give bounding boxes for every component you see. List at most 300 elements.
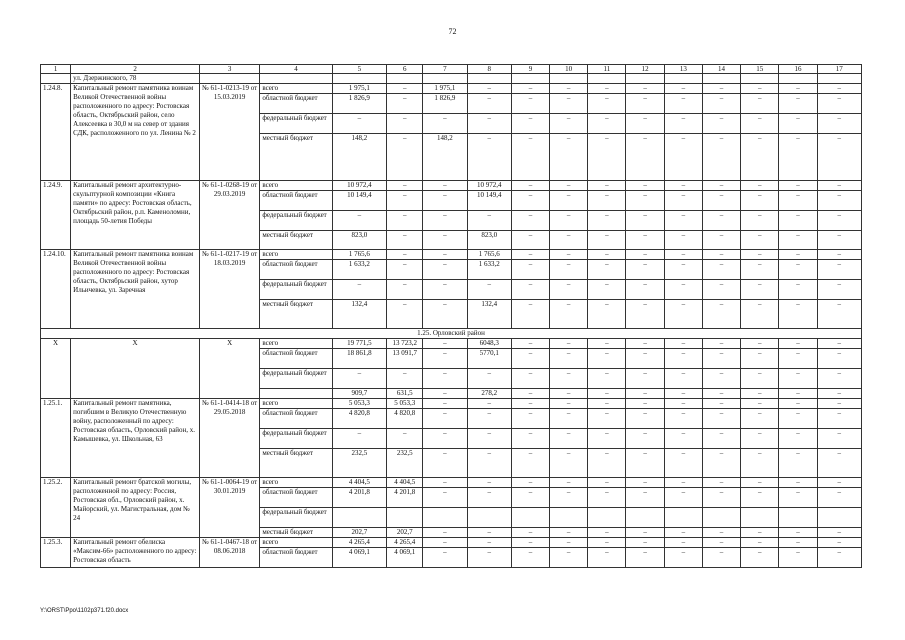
value-cell: – [664,548,702,568]
value-cell: – [702,280,740,300]
header-cell: 10 [550,65,588,74]
cell [588,74,626,84]
value-cell: – [817,339,861,349]
value-cell: – [423,349,467,369]
value-cell: – [626,548,664,568]
cell [550,74,588,84]
value-cell: 4 820,8 [387,409,423,429]
value-cell: – [423,260,467,280]
cell [511,74,549,84]
value-cell: – [588,94,626,114]
value-cell: – [779,250,817,260]
table-row [41,84,862,94]
value-cell: 4 404,5 [332,478,386,488]
value-cell [702,508,740,528]
value-cell: – [467,488,511,508]
value-cell: 5 053,3 [387,399,423,409]
value-cell: – [511,191,549,211]
value-cell: – [626,134,664,181]
cell [741,74,779,84]
value-cell: – [511,134,549,181]
value-cell: – [702,211,740,231]
value-cell: – [664,538,702,548]
value-cell: – [423,548,467,568]
header-cell: 11 [588,65,626,74]
cell [387,74,423,84]
funding-source: местный бюджет [260,300,332,329]
table-row [41,478,862,488]
value-cell: – [779,429,817,449]
value-cell: – [550,191,588,211]
value-cell: 1 633,2 [332,260,386,280]
value-cell: 10 972,4 [332,181,386,191]
value-cell: – [817,280,861,300]
row-number: 1.24.9. [41,181,71,250]
value-cell: 148,2 [423,134,467,181]
value-cell: – [817,488,861,508]
value-cell: – [550,84,588,94]
value-cell: – [817,349,861,369]
value-cell: – [423,114,467,134]
value-cell: – [817,191,861,211]
value-cell: – [664,449,702,478]
value-cell: – [664,280,702,300]
value-cell [779,508,817,528]
value-cell: 232,5 [387,449,423,478]
cell [817,74,861,84]
value-cell: – [588,211,626,231]
funding-source: всего [260,250,332,260]
value-cell: – [779,349,817,369]
value-cell: – [702,181,740,191]
value-cell: – [817,250,861,260]
object-name: Капитальный ремонт обелиска «Максим-66» расположенного по адресу: Ростовская область [71,538,200,568]
value-cell: – [550,349,588,369]
value-cell: 4 265,4 [387,538,423,548]
value-cell: 1 975,1 [332,84,386,94]
value-cell: – [702,349,740,369]
document-ref: № 61-1-0268-19 от 29.03.2019 [199,181,259,250]
header-cell: 17 [817,65,861,74]
header-cell: 12 [626,65,664,74]
value-cell: – [702,300,740,329]
value-cell: – [702,399,740,409]
value-cell [664,508,702,528]
value-cell: – [664,84,702,94]
value-cell: – [511,449,549,478]
value-cell: – [741,181,779,191]
value-cell: – [387,300,423,329]
value-cell: – [467,449,511,478]
value-cell [332,508,386,528]
value-cell: – [332,369,386,389]
value-cell: – [817,231,861,250]
object-name: Капитальный ремонт памятника воинам Великой Отечественной войны расположенного по адресу: Ростовская область, Октябрьский район, хутор Ильичевка, ул. Заречная [71,250,200,329]
object-name: Капитальный ремонт братской могилы, расположенной по адресу: Россия, Ростовская обл., Орловский район, х. Майорский, ул. Магистральная, дом № 24 [71,478,200,538]
value-cell: – [702,94,740,114]
value-cell: – [741,389,779,399]
value-cell: 278,2 [467,389,511,399]
value-cell: 1 826,9 [423,94,467,114]
funding-source: областной бюджет [260,191,332,211]
funding-source: федеральный бюджет [260,369,332,389]
value-cell [511,508,549,528]
value-cell: 4 201,8 [332,488,386,508]
value-cell: – [387,191,423,211]
value-cell: – [779,94,817,114]
value-cell: – [511,250,549,260]
value-cell: – [588,449,626,478]
value-cell: – [626,389,664,399]
value-cell: – [626,300,664,329]
value-cell: 1 826,9 [332,94,386,114]
value-cell: – [779,134,817,181]
value-cell: – [702,449,740,478]
value-cell: – [817,84,861,94]
value-cell: – [387,260,423,280]
value-cell: – [626,94,664,114]
value-cell: – [664,369,702,389]
value-cell: – [467,211,511,231]
value-cell: – [511,260,549,280]
value-cell: 13 723,2 [387,339,423,349]
funding-source: всего [260,84,332,94]
value-cell: – [817,300,861,329]
value-cell: – [817,369,861,389]
value-cell: – [423,409,467,429]
object-name: X [71,339,200,399]
document-ref: № 61-1-0064-19 от 30.01.2019 [199,478,259,538]
value-cell: – [423,389,467,399]
value-cell: – [588,538,626,548]
funding-source: всего [260,478,332,488]
value-cell: – [588,260,626,280]
value-cell: – [511,409,549,429]
budget-table [40,64,862,568]
value-cell: – [387,181,423,191]
header-cell: 8 [467,65,511,74]
value-cell: – [423,250,467,260]
value-cell: – [550,389,588,399]
document-ref: № 61-1-0213-19 от 15.03.2019 [199,84,259,181]
value-cell: – [588,300,626,329]
value-cell: – [626,191,664,211]
value-cell: – [741,429,779,449]
cell [199,74,259,84]
value-cell: – [741,250,779,260]
value-cell: – [588,369,626,389]
value-cell: – [423,211,467,231]
value-cell: – [511,84,549,94]
value-cell: – [626,231,664,250]
value-cell: – [588,399,626,409]
value-cell: 5 053,3 [332,399,386,409]
value-cell: – [664,211,702,231]
value-cell: – [423,449,467,478]
object-name: Капитальный ремонт архитектурно-скульптурной композиции «Книга памяти» по адресу: Ростовская область, Октябрьский район, р.п. Каменоломни, площадь 50-летия Победы [71,181,200,250]
value-cell: – [467,548,511,568]
value-cell: – [511,538,549,548]
funding-source: областной бюджет [260,94,332,114]
value-cell: – [550,538,588,548]
value-cell: – [817,478,861,488]
value-cell: – [741,339,779,349]
value-cell: – [741,349,779,369]
value-cell: – [588,528,626,538]
value-cell: – [467,409,511,429]
value-cell: – [779,339,817,349]
value-cell: – [550,94,588,114]
value-cell: – [741,409,779,429]
row-number: 1.24.8. [41,84,71,181]
value-cell: 202,7 [387,528,423,538]
value-cell: – [387,94,423,114]
value-cell: – [817,94,861,114]
value-cell: – [387,280,423,300]
value-cell: – [741,300,779,329]
value-cell: 10 149,4 [467,191,511,211]
value-cell: – [467,84,511,94]
funding-source: федеральный бюджет [260,508,332,528]
value-cell: – [467,134,511,181]
value-cell: – [467,429,511,449]
value-cell: 1 633,2 [467,260,511,280]
value-cell: – [626,488,664,508]
funding-source: федеральный бюджет [260,114,332,134]
value-cell: 4 069,1 [387,548,423,568]
funding-source: всего [260,339,332,349]
row-number: X [41,339,71,399]
value-cell: – [741,260,779,280]
value-cell: – [626,211,664,231]
value-cell: – [588,488,626,508]
value-cell: – [588,478,626,488]
value-cell: – [550,339,588,349]
value-cell: 5770,1 [467,349,511,369]
value-cell: – [702,134,740,181]
value-cell: – [779,548,817,568]
value-cell: 202,7 [332,528,386,538]
value-cell: – [423,231,467,250]
value-cell: 10 972,4 [467,181,511,191]
value-cell: 19 771,5 [332,339,386,349]
value-cell: – [550,231,588,250]
value-cell: – [511,280,549,300]
document-ref: № 61-1-0467-18 от 08.06.2018 [199,538,259,568]
value-cell: – [550,369,588,389]
value-cell: – [741,191,779,211]
value-cell: – [817,389,861,399]
document-ref: № 61-1-0217-19 от 18.03.2019 [199,250,259,329]
value-cell: – [550,300,588,329]
value-cell: – [550,528,588,538]
value-cell: – [332,429,386,449]
value-cell: – [588,409,626,429]
value-cell: 148,2 [332,134,386,181]
value-cell: – [741,231,779,250]
value-cell: 4 404,5 [387,478,423,488]
value-cell: – [550,548,588,568]
row-number: 1.25.3. [41,538,71,568]
value-cell: – [741,369,779,389]
value-cell: – [664,114,702,134]
value-cell: – [779,260,817,280]
value-cell: – [779,211,817,231]
value-cell: 4 820,8 [332,409,386,429]
value-cell: – [779,449,817,478]
value-cell: – [423,488,467,508]
value-cell: – [817,114,861,134]
value-cell: – [779,389,817,399]
value-cell: – [626,339,664,349]
value-cell: – [664,389,702,399]
value-cell: – [664,181,702,191]
value-cell: – [588,231,626,250]
value-cell [550,508,588,528]
value-cell: – [741,94,779,114]
document-ref: № 61-1-0414-18 от 29.05.2018 [199,399,259,478]
value-cell: – [423,181,467,191]
funding-source: местный бюджет [260,528,332,538]
value-cell: – [817,181,861,191]
funding-source: всего [260,181,332,191]
value-cell: – [511,399,549,409]
value-cell: – [702,389,740,399]
cell [779,74,817,84]
value-cell: – [779,280,817,300]
value-cell: – [588,548,626,568]
value-cell [387,508,423,528]
value-cell: – [511,478,549,488]
value-cell: – [588,429,626,449]
value-cell: – [702,260,740,280]
cell [626,74,664,84]
value-cell: – [423,528,467,538]
value-cell: – [626,280,664,300]
value-cell: – [702,409,740,429]
value-cell: – [817,260,861,280]
value-cell: 823,0 [467,231,511,250]
value-cell [741,508,779,528]
value-cell: – [741,280,779,300]
cell [332,74,386,84]
value-cell: – [779,488,817,508]
value-cell: 1 975,1 [423,84,467,94]
value-cell: – [741,548,779,568]
table-row [41,399,862,409]
value-cell: – [779,114,817,134]
value-cell: – [817,134,861,181]
header-cell: 1 [41,65,71,74]
value-cell: – [702,250,740,260]
value-cell [817,508,861,528]
value-cell: – [626,429,664,449]
value-cell: – [741,488,779,508]
value-cell: – [588,114,626,134]
header-cell: 7 [423,65,467,74]
funding-source: местный бюджет [260,449,332,478]
value-cell: – [588,134,626,181]
value-cell: – [817,538,861,548]
funding-source: федеральный бюджет [260,211,332,231]
value-cell: – [423,339,467,349]
value-cell: – [664,191,702,211]
value-cell: – [702,488,740,508]
header-cell: 14 [702,65,740,74]
value-cell: – [423,478,467,488]
value-cell: 132,4 [332,300,386,329]
value-cell: – [664,528,702,538]
header-cell: 3 [199,65,259,74]
value-cell: – [511,231,549,250]
page-number: 72 [448,27,457,36]
value-cell: – [423,369,467,389]
value-cell: – [741,478,779,488]
value-cell: 4 201,8 [387,488,423,508]
header-cell: 16 [779,65,817,74]
value-cell: – [387,369,423,389]
value-cell: – [779,538,817,548]
value-cell: – [467,369,511,389]
value-cell: – [550,409,588,429]
value-cell: – [817,528,861,538]
continuation-row [41,74,862,84]
value-cell: – [779,369,817,389]
value-cell: – [702,548,740,568]
header-cell: 2 [71,65,200,74]
value-cell: – [626,349,664,369]
value-cell: – [817,429,861,449]
value-cell: – [423,280,467,300]
value-cell [467,508,511,528]
value-cell: 823,0 [332,231,386,250]
value-cell: – [626,369,664,389]
header-cell: 15 [741,65,779,74]
value-cell: – [511,369,549,389]
file-path-footer: Y:\ORST\Ppo\1102p371.f20.docx [40,608,129,614]
value-cell: – [467,399,511,409]
value-cell: – [664,488,702,508]
value-cell: – [588,250,626,260]
funding-source: областной бюджет [260,349,332,369]
value-cell: – [511,429,549,449]
value-cell: – [588,280,626,300]
value-cell: – [626,538,664,548]
value-cell: – [626,181,664,191]
funding-source: местный бюджет [260,231,332,250]
cell [702,74,740,84]
value-cell: – [626,250,664,260]
value-cell: 13 091,7 [387,349,423,369]
value-cell: 631,5 [387,389,423,399]
cell [41,74,71,84]
value-cell: – [626,84,664,94]
value-cell: – [664,250,702,260]
funding-source: областной бюджет [260,260,332,280]
value-cell: – [779,409,817,429]
value-cell: – [779,528,817,538]
value-cell: – [511,300,549,329]
funding-source: местный бюджет [260,134,332,181]
value-cell: – [664,300,702,329]
value-cell: – [588,389,626,399]
value-cell: – [779,181,817,191]
value-cell: – [626,478,664,488]
value-cell: 6048,3 [467,339,511,349]
value-cell: – [467,280,511,300]
value-cell: – [664,94,702,114]
value-cell: – [741,134,779,181]
